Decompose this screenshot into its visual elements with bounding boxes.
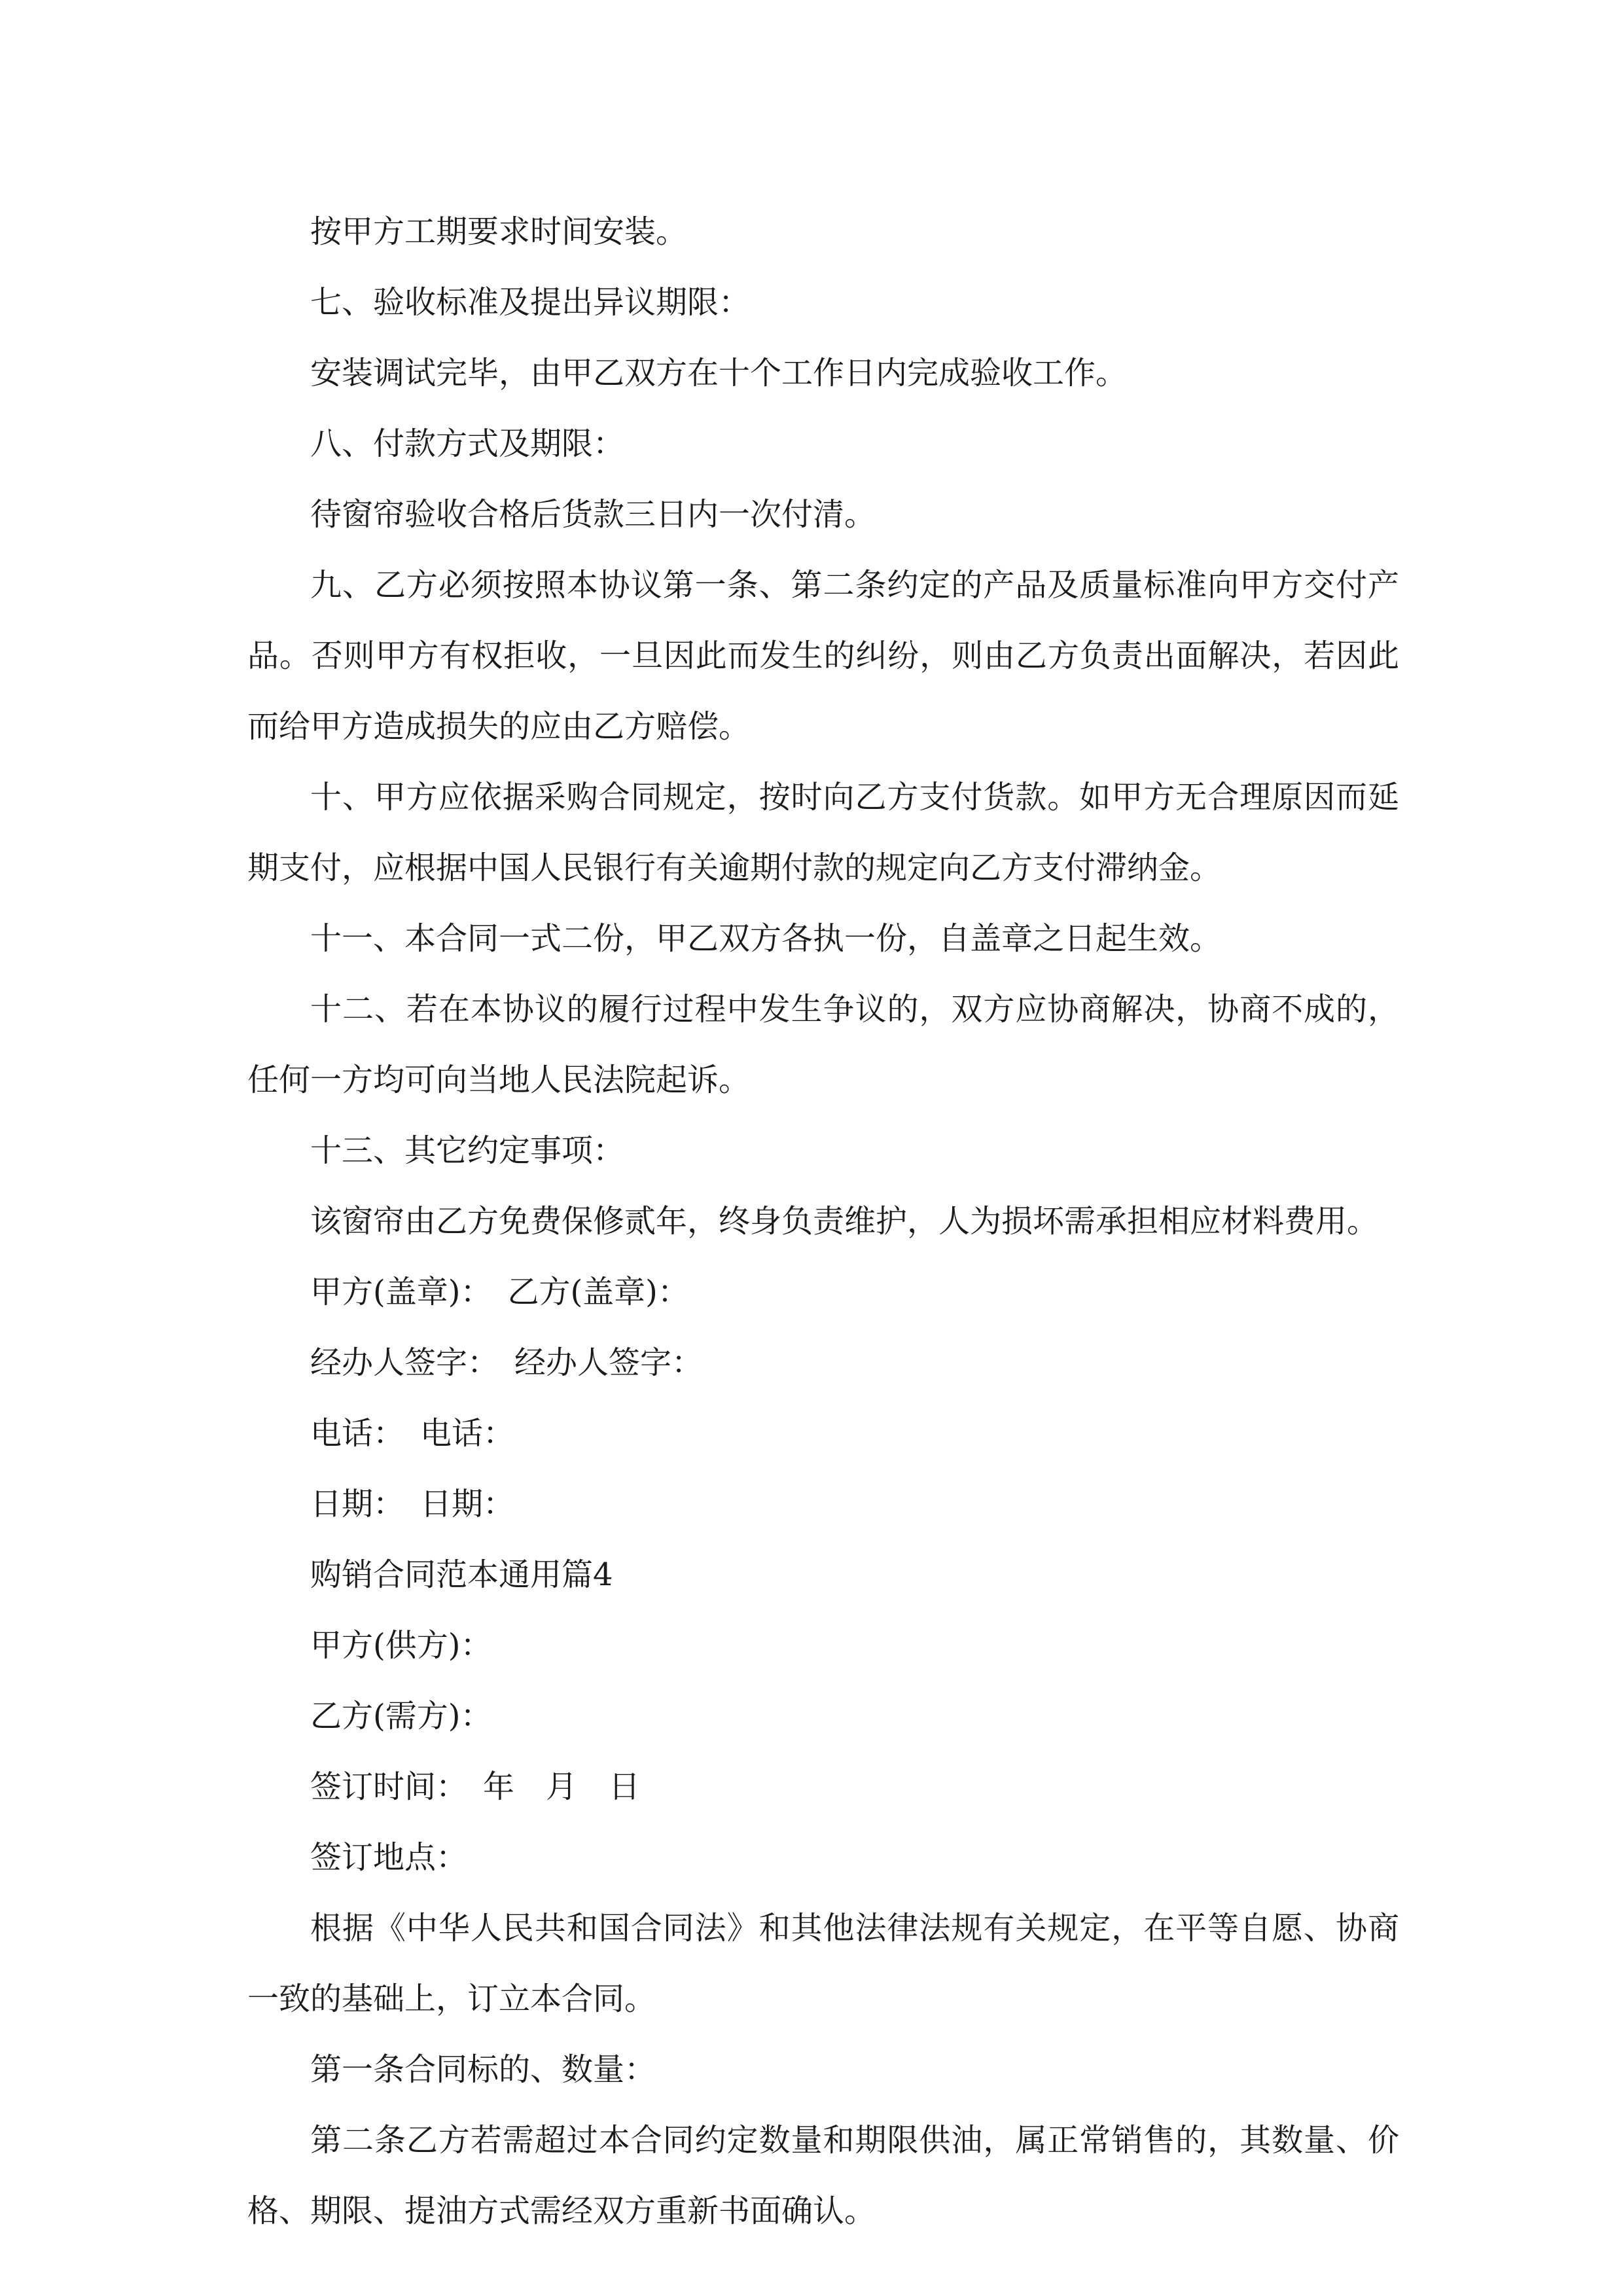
signature-line: 日期： 日期：	[310, 1486, 515, 1522]
signature-line: 甲方(盖章)： 乙方(盖章)：	[310, 1274, 689, 1310]
section-heading: 十三、其它约定事项：	[310, 1132, 625, 1169]
section-heading: 第一条合同标的、数量：	[310, 2051, 656, 2088]
signing-date-line: 签订时间： 年 月 日	[310, 1768, 641, 1805]
section-heading: 七、验收标准及提出异议期限：	[310, 284, 751, 321]
paragraph: 安装调试完毕，由甲乙双方在十个工作日内完成验收工作。	[310, 355, 1128, 391]
clause-paragraph: 十二、若在本协议的履行过程中发生争议的，双方应协商解决，协商不成的，任何一方均可向当地人民法院起诉。	[247, 991, 1399, 1098]
paragraph: 该窗帘由乙方免费保修贰年，终身负责维护，人为损坏需承担相应材料费用。	[310, 1203, 1379, 1240]
party-line: 乙方(需方)：	[310, 1698, 492, 1734]
clause-paragraph: 九、乙方必须按照本协议第一条、第二条约定的产品及质量标准向甲方交付产品。否则甲方有权拒收，一旦因此而发生的纠纷，则由乙方负责出面解决，若因此而给甲方造成损失的应由乙方赔偿。	[247, 567, 1399, 745]
clause-paragraph: 十一、本合同一式二份，甲乙双方各执一份，自盖章之日起生效。	[310, 920, 1222, 957]
signature-line: 经办人签字： 经办人签字：	[310, 1344, 704, 1381]
party-line: 甲方(供方)：	[310, 1627, 492, 1664]
section-heading: 八、付款方式及期限：	[310, 425, 625, 462]
paragraph: 按甲方工期要求时间安装。	[310, 213, 688, 250]
clause-paragraph: 根据《中华人民共和国合同法》和其他法律法规有关规定，在平等自愿、协商一致的基础上，订立本合同。	[247, 1910, 1399, 2017]
signature-line: 电话： 电话：	[310, 1415, 515, 1452]
clause-paragraph: 第二条乙方若需超过本合同约定数量和期限供油，属正常销售的，其数量、价格、期限、提油方式需经双方重新书面确认。	[247, 2122, 1399, 2229]
signing-place-line: 签订地点：	[310, 1839, 468, 1876]
document-body	[247, 196, 1399, 2246]
contract-title: 购销合同范本通用篇4	[310, 1556, 613, 1593]
paragraph: 待窗帘验收合格后货款三日内一次付清。	[310, 496, 876, 533]
clause-paragraph: 十、甲方应依据采购合同规定，按时向乙方支付货款。如甲方无合理原因而延期支付，应根据中国人民银行有关逾期付款的规定向乙方支付滞纳金。	[247, 779, 1399, 886]
